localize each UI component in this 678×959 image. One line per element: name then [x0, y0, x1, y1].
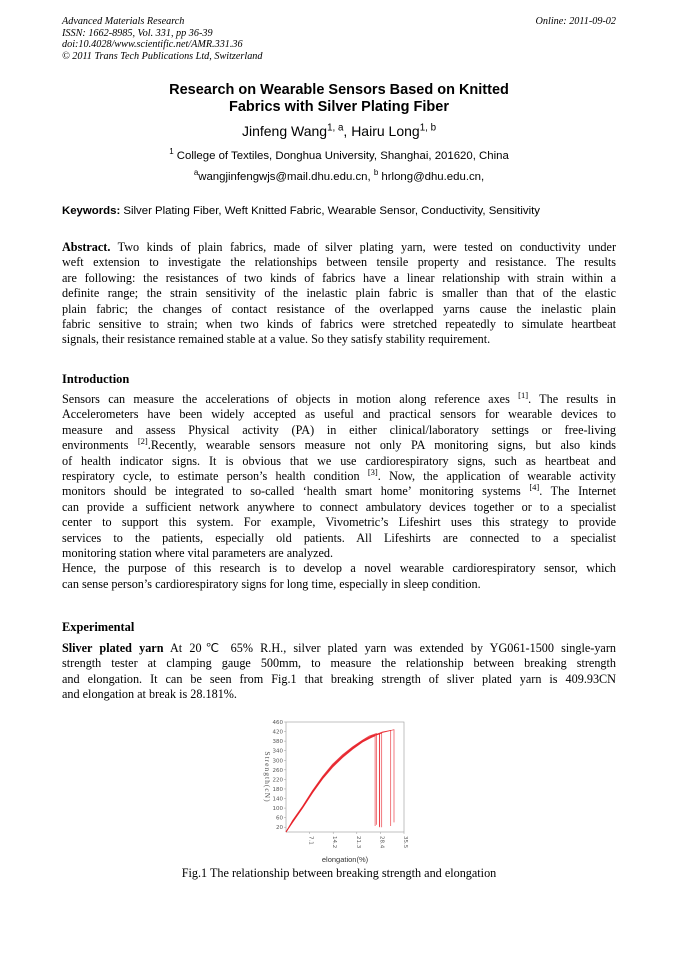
email-a: wangjinfengwjs@mail.dhu.edu.cn, [198, 171, 374, 183]
x-tick-label: 28.4 [378, 836, 385, 849]
copyright: © 2011 Trans Tech Publications Ltd, Switzerland [62, 50, 263, 62]
abstract-line: definite range; the strain sensitivity of the inelastic plain fabric is smaller than that of the elastic [62, 286, 616, 301]
y-tick-label: 260 [272, 767, 283, 774]
keywords-label: Keywords: [62, 205, 121, 217]
intro-line: measure and assess Physical activity (PA) in either clinical/laboratory settings or free-living [62, 422, 616, 437]
keywords [62, 205, 616, 217]
abstract-label: Abstract. [62, 240, 111, 254]
online-date: Online: 2011-09-02 [535, 16, 616, 27]
intro-text: monitors should be integrated to so-called ‘health smart home’ monitoring systems [62, 484, 530, 499]
author-2: Hairu Long [351, 123, 420, 139]
abstract-text: Two kinds of plain fabrics, made of silver plating yarn, were tested on conductivity under [110, 240, 616, 254]
doi: doi:10.4028/www.scientific.net/AMR.331.36 [62, 39, 243, 51]
x-tick-label: 35.5 [402, 836, 408, 849]
intro-line: center to support this system. For example, Vivometric’s Lifeshirt uses this strategy to provide [62, 515, 616, 530]
author-separator: , [343, 123, 352, 139]
intro-text: Sensors can measure the accelerations of objects in motion along reference axes [62, 392, 519, 406]
y-tick-label: 140 [272, 796, 283, 803]
email-a-sup: a [193, 168, 199, 178]
abstract [62, 240, 616, 348]
paper-title [62, 82, 616, 116]
introduction-heading: Introduction [62, 372, 130, 386]
exp-line: and elongation. It can be seen from Fig.1 that breaking strength of sliver plated yarn is 409.93CN [62, 671, 616, 686]
x-tick-label: 7.1 [307, 836, 314, 845]
abstract-line: fabric sensitive to strain; when two kinds of fabrics were stretched repeatedly to simulate heartbeat [62, 317, 616, 332]
email-b: hrlong@dhu.edu.cn, [378, 171, 485, 183]
figure-caption: Fig.1 The relationship between breaking strength and elongation [181, 866, 497, 880]
intro-line: monitoring station where vital parameters are analyzed. [62, 546, 334, 561]
abstract-line [62, 240, 616, 255]
y-tick-label: 300 [272, 758, 283, 765]
x-axis-label: elongation(%) [321, 855, 369, 864]
intro-line: Accelerometers have been widely accepted as useful and practical sensors for wearable devices to [62, 407, 616, 422]
y-tick-label: 100 [272, 806, 283, 813]
intro-line: can sense person’s cardiorespiratory signs for long time, especially in sleep condition. [62, 576, 481, 591]
intro-text: . The Internet [539, 484, 617, 499]
journal-name: Advanced Materials Research [62, 16, 185, 27]
journal-header [62, 16, 616, 62]
abstract-line: plain fabric; the changes of contact resistance of the overlapped yarns cause the inelastic plain [62, 301, 616, 316]
title-line-2: Fabrics with Silver Plating Fiber [229, 99, 449, 115]
reference-3: [3] [367, 466, 378, 477]
author-1-sup: 1, a [327, 122, 344, 134]
y-tick-label: 420 [272, 729, 283, 736]
issn: ISSN: 1662-8985, Vol. 331, pp 36-39 [62, 27, 213, 39]
intro-line: of health indicator signs. It is obvious that we use cardiorespiratory signs, such as heartbeat and [62, 453, 616, 468]
reference-1: [1] [518, 389, 529, 400]
exp-line: strength tester at clamping gauge 500mm, to measure the relationship between breaking strength [62, 656, 616, 671]
strength-series-line [286, 734, 380, 833]
authors [62, 123, 616, 139]
exp-line: and elongation at break is 28.181%. [62, 687, 237, 702]
affiliation-sup: 1 [169, 147, 174, 157]
strength-series-line [286, 733, 382, 832]
intro-text: environments [62, 438, 138, 453]
y-tick-label: 340 [272, 748, 283, 755]
introduction-body [62, 389, 617, 592]
email-b-sup: b [373, 168, 379, 178]
author-1: Jinfeng Wang [241, 123, 328, 139]
title-line-1: Research on Wearable Sensors Based on Knitted [169, 82, 509, 98]
strength-series-line [286, 736, 375, 832]
strength-series-line [286, 734, 376, 833]
abstract-line: are following: the resistances of two kinds of fabrics have a linear relationship with strain within a [62, 270, 616, 285]
author-2-sup: 1, b [419, 122, 437, 134]
exp-text: At 20℃ 65% R.H., silver plated yarn was extended by YG061-1500 single-yarn [163, 641, 616, 655]
intro-line [62, 389, 616, 407]
y-tick-label: 380 [272, 739, 283, 746]
intro-line [62, 484, 616, 499]
strength-series-line [286, 734, 379, 832]
keywords-text: Silver Plating Fiber, Weft Knitted Fabric, Wearable Sensor, Conductivity, Sensitivity [120, 205, 540, 217]
y-tick-label: 20 [276, 825, 283, 832]
affiliation [62, 147, 616, 162]
y-tick-label: 180 [272, 786, 283, 793]
intro-line: services to the patients, especially old patients. All Lifeshirts are connected to a specialist [62, 530, 616, 545]
plot-area [286, 722, 404, 832]
intro-text: .Recently, wearable sensors measure not only PA monitoring signs, but also kinds [147, 438, 617, 453]
reference-4: [4] [529, 482, 540, 493]
intro-line: can provide a sufficient network anywhere to connect ambulatory devices together or to a specialist [62, 499, 616, 514]
emails [62, 168, 616, 183]
affiliation-text: College of Textiles, Donghua University, Shanghai, 201620, China [173, 150, 509, 162]
y-tick-label: 220 [272, 777, 283, 784]
x-tick-label: 14.2 [331, 836, 338, 849]
abstract-line: weft extension to investigate the relationships between tensile property and resistance. The results [62, 255, 616, 270]
experimental-heading: Experimental [62, 620, 135, 634]
abstract-line: signals, their resistance remained stable at a value. So they satisfy stability requirement. [62, 332, 491, 347]
figure-1 [254, 716, 418, 866]
reference-2: [2] [137, 436, 148, 447]
intro-text: . Now, the application of wearable activity [377, 469, 616, 484]
intro-text: respiratory cycle, to estimate person’s health condition [62, 469, 368, 484]
y-tick-label: 60 [276, 815, 283, 822]
intro-line [62, 438, 616, 453]
x-tick-label: 21.3 [354, 836, 361, 849]
exp-line [62, 641, 616, 656]
experimental-body [62, 641, 616, 703]
subsection-label: Sliver plated yarn [62, 641, 164, 655]
y-axis-label: Strength(cN) [263, 751, 272, 803]
intro-text: . The results in [528, 392, 616, 406]
y-tick-label: 460 [272, 720, 283, 726]
strength-series-line [286, 730, 394, 832]
intro-line: Hence, the purpose of this research is to develop a novel wearable cardiorespiratory sensor, which [62, 561, 616, 576]
strength-elongation-chart [254, 716, 418, 866]
